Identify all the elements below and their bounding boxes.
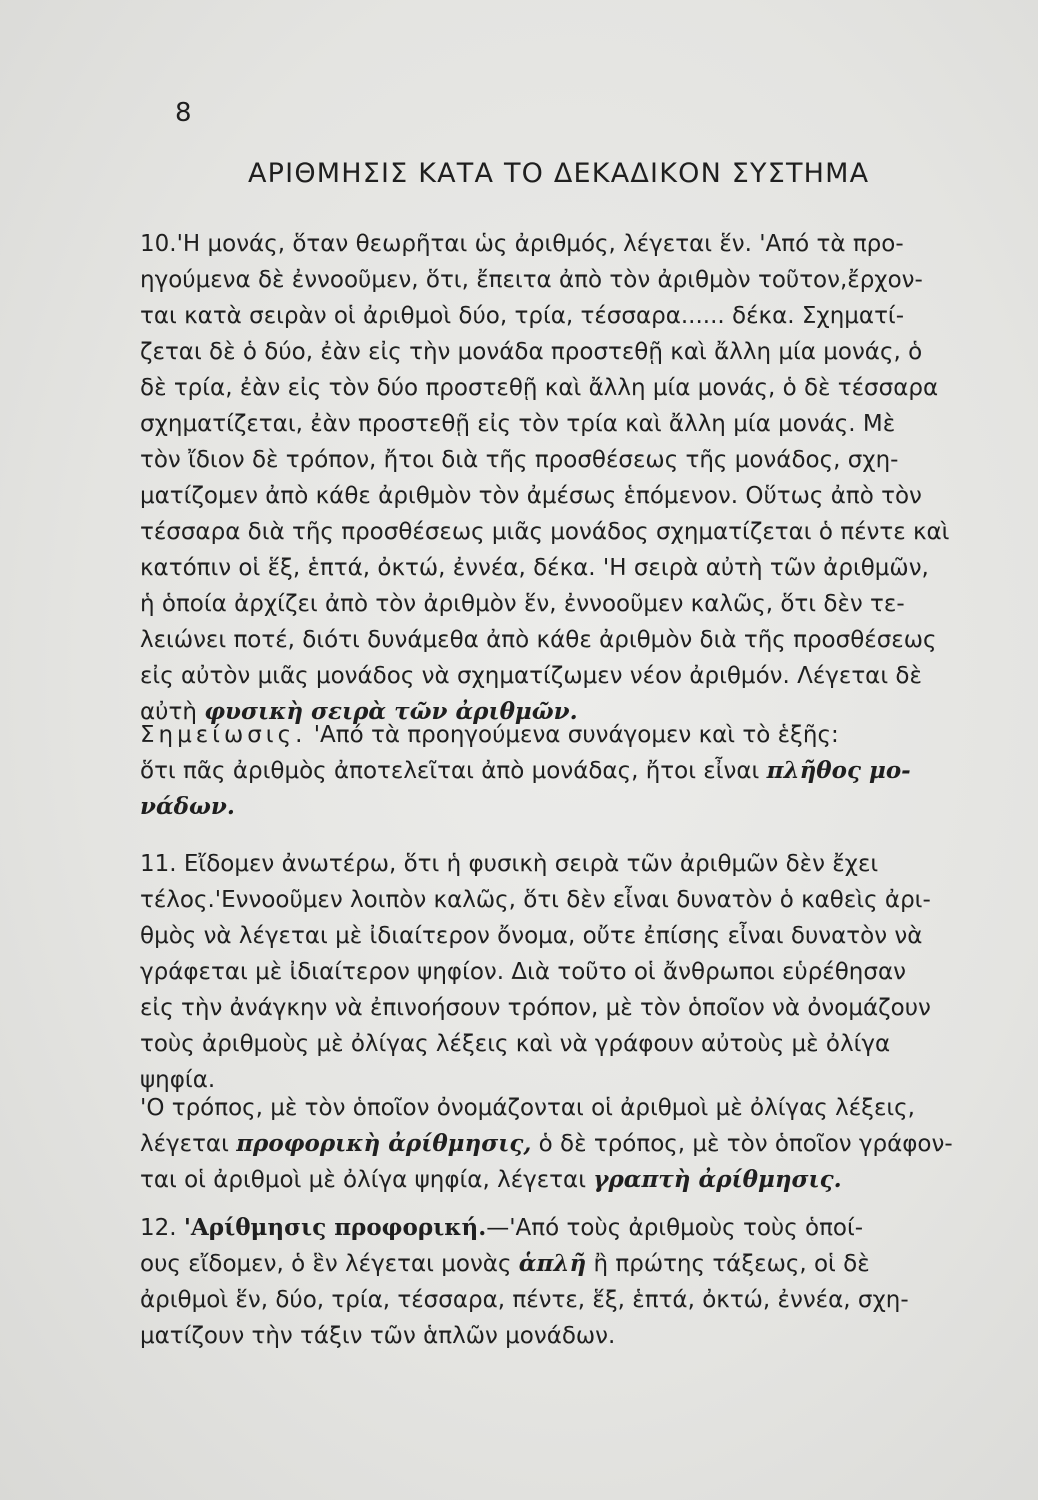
section-number: 12. [140,1215,184,1241]
text-line [140,717,960,753]
text-line: λειώνει ποτέ, διότι δυνάμεθα ἀπὸ κάθε ἀριθμὸν διὰ τῆς προσθέσεως [140,627,937,653]
text-line: ψηφία. [140,1067,216,1093]
defined-term: προφορικὴ ἀρίθμησις, [236,1130,532,1157]
text-line [140,789,960,825]
text-line: τέσσαρα διὰ τῆς προσθέσεως μιᾶς μονάδος σχηματίζεται ὁ πέντε καὶ [140,519,950,545]
section-12-paragraph [140,1210,960,1354]
text-fragment: ους εἴδομεν, ὁ ἓν λέγεται μονὰς [140,1251,519,1277]
text-line: 11. Εἴδομεν ἀνωτέρω, ὅτι ἡ φυσικὴ σειρὰ τῶν ἀριθμῶν δὲν ἔχει [140,851,879,877]
text-fragment: —'Από τοὺς ἀριθμοὺς τοὺς ὁποί- [486,1215,864,1241]
text-line: 'Ο τρόπος, μὲ τὸν ὁποῖον ὀνομάζονται οἱ ἀριθμοὶ μὲ ὀλίγας λέξεις, [140,1095,915,1121]
page-number: 8 [175,98,193,128]
text-line [140,1126,960,1162]
text-line: κατόπιν οἱ ἕξ, ἑπτά, ὀκτώ, ἐννέα, δέκα. 'Η σειρὰ αὐτὴ τῶν ἀριθμῶν, [140,555,929,581]
text-line: 10.'Η μονάς, ὅταν θεωρῆται ὡς ἀριθμός, λέγεται ἕν. 'Από τὰ προ- [140,231,904,257]
defined-term: φυσικὴ σειρὰ τῶν ἀριθμῶν. [204,698,578,725]
text-fragment: λέγεται [140,1131,237,1157]
section-10-paragraph [140,226,960,730]
text-line: γράφεται μὲ ἰδιαίτερον ψηφίον. Διὰ τοῦτο οἱ ἄνθρωποι εὑρέθησαν [140,959,906,985]
text-line: δὲ τρία, ἐὰν εἰς τὸν δύο προστεθῇ καὶ ἄλλη μία μονάς, ὁ δὲ τέσσαρα [140,375,939,401]
text-line: ματίζουν τὴν τάξιν τῶν ἁπλῶν μονάδων. [140,1323,616,1349]
text-fragment: ὅτι πᾶς ἀριθμὸς ἀποτελεῖται ἀπὸ μονάδας, ἤτοι εἶναι [140,758,767,784]
text-line: ἡ ὁποία ἀρχίζει ἀπὸ τὸν ἀριθμὸν ἕν, ἐννοοῦμεν καλῶς, ὅτι δὲν τε- [140,591,905,617]
text-line: ματίζομεν ἀπὸ κάθε ἀριθμὸν τὸν ἀμέσως ἑπόμενον. Οὕτως ἀπὸ τὸν [140,483,922,509]
defined-term: ἁπλῆ [518,1250,587,1277]
defined-term: πλῆθος μο- [766,757,911,784]
text-line [140,753,960,789]
text-line: τέλος.'Εννοοῦμεν λοιπὸν καλῶς, ὅτι δὲν εἶναι δυνατὸν ὁ καθεὶς ἀρι- [140,887,931,913]
text-line: τὸν ἴδιον δὲ τρόπον, ἤτοι διὰ τῆς προσθέσεως τῆς μονάδος, σχη- [140,447,899,473]
text-line: τοὺς ἀριθμοὺς μὲ ὀλίγας λέξεις καὶ νὰ γράφουν αὐτοὺς μὲ ὀλίγα [140,1031,891,1057]
text-line: ζεται δὲ ὁ δύο, ἐὰν εἰς τὴν μονάδα προστεθῇ καὶ ἄλλη μία μονάς, ὁ [140,339,923,365]
page-title: ΑΡΙΘΜΗΣΙΣ ΚΑΤΑ ΤΟ ΔΕΚΑΔΙΚΟΝ ΣΥΣΤΗΜΑ [248,158,870,189]
defined-term: γραπτὴ ἀρίθμησις. [593,1166,842,1193]
note-label: Σημείωσις. [140,722,307,748]
defined-term: νάδων. [140,793,235,820]
text-fragment: 'Από τὰ προηγούμενα συνάγομεν καὶ τὸ ἑξῆς: [306,722,839,748]
text-line: θμὸς νὰ λέγεται μὲ ἰδιαίτερον ὄνομα, οὔτε ἐπίσης εἶναι δυνατὸν νὰ [140,923,923,949]
text-line [140,1246,960,1282]
section-11-definition-paragraph [140,1090,960,1198]
text-fragment: αὐτὴ [140,699,205,725]
text-line: ται κατὰ σειρὰν οἱ ἀριθμοὶ δύο, τρία, τέσσαρα...... δέκα. Σχηματί- [140,303,905,329]
text-line: ἀριθμοὶ ἕν, δύο, τρία, τέσσαρα, πέντε, ἕξ, ἑπτά, ὀκτώ, ἐννέα, σχη- [140,1287,909,1313]
text-line [140,1162,960,1198]
text-fragment: ὁ δὲ τρόπος, μὲ τὸν ὁποῖον γράφον- [531,1131,953,1157]
text-line: ηγούμενα δὲ ἐννοοῦμεν, ὅτι, ἔπειτα ἀπὸ τὸν ἀριθμὸν τοῦτον,ἔρχον- [140,267,923,293]
text-line [140,1210,960,1246]
text-fragment: ἢ πρώτης τάξεως, οἱ δὲ [586,1251,870,1277]
section-title: 'Αρίθμησις προφορική. [183,1214,487,1241]
text-line: εἰς τὴν ἀνάγκην νὰ ἐπινοήσουν τρόπον, μὲ τὸν ὁποῖον νὰ ὀνομάζουν [140,995,931,1021]
text-line: εἰς αὐτὸν μιᾶς μονάδος νὰ σχηματίζωμεν νέον ἀριθμόν. Λέγεται δὲ [140,663,922,689]
text-line: σχηματίζεται, ἐὰν προστεθῇ εἰς τὸν τρία καὶ ἄλλη μία μονάς. Μὲ [140,411,896,437]
note-paragraph [140,717,960,825]
text-fragment: ται οἱ ἀριθμοὶ μὲ ὀλίγα ψηφία, λέγεται [140,1167,594,1193]
section-11-paragraph [140,846,960,1098]
